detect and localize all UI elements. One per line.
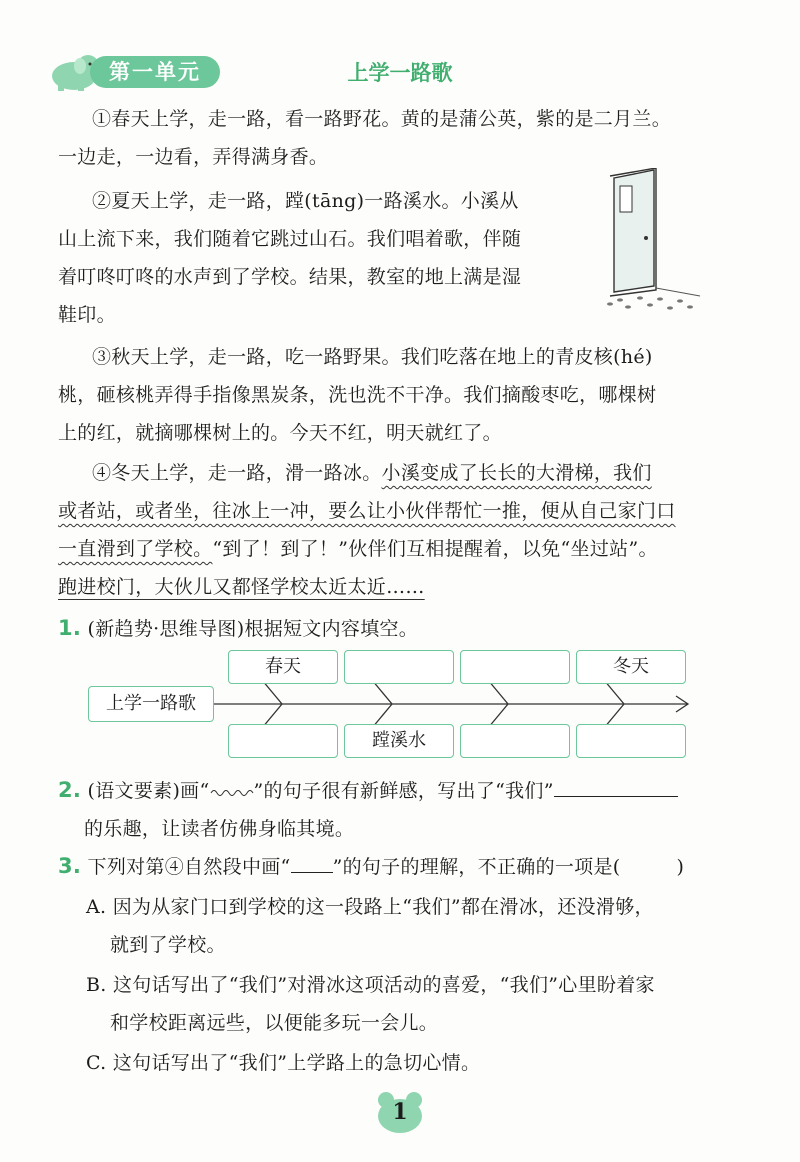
mind-map-box[interactable]: 蹚溪水 bbox=[344, 724, 454, 758]
straight-underlined-text: 跑进校门，大伙儿又都怪学校太近太近…… bbox=[58, 576, 425, 598]
plain-text: ④冬天上学，走一路，滑一路冰。 bbox=[92, 462, 382, 484]
passage-line: ①春天上学，走一路，看一路野花。黄的是蒲公英，紫的是二月兰。 bbox=[92, 108, 672, 130]
wavy-line-icon bbox=[210, 783, 254, 797]
passage-line bbox=[58, 572, 425, 599]
question-text: 的乐趣，让读者仿佛身临其境。 bbox=[84, 818, 355, 840]
straight-line-icon bbox=[291, 858, 333, 873]
question-text: ”的句子的理解，不正确的一项是( bbox=[332, 856, 621, 878]
answer-blank[interactable] bbox=[554, 778, 678, 797]
passage-line bbox=[92, 458, 652, 485]
option-c[interactable]: C. 这句话写出了“我们”上学路上的急切心情。 bbox=[86, 1052, 481, 1074]
mind-map-box[interactable]: 春天 bbox=[228, 650, 338, 684]
mind-map-box[interactable]: 冬天 bbox=[576, 650, 686, 684]
mind-map-box[interactable] bbox=[460, 650, 570, 684]
option-a[interactable]: A. 因为从家门口到学校的这一段路上“我们”都在滑冰，还没滑够， bbox=[86, 896, 654, 918]
plain-text: “到了！到了！”伙伴们互相提醒着，以免“坐过站”。 bbox=[212, 538, 658, 560]
question-number: 1. bbox=[58, 616, 82, 640]
passage-line: 上的红，就摘哪棵树上的。今天不红，明天就红了。 bbox=[58, 422, 502, 444]
question-text: (新趋势·思维导图)根据短文内容填空。 bbox=[87, 618, 419, 640]
passage-line: ②夏天上学，走一路，蹚(tāng)一路溪水。小溪从 bbox=[92, 190, 519, 212]
page-title: 上学一路歌 bbox=[347, 61, 453, 85]
mind-map-box[interactable] bbox=[576, 724, 686, 758]
passage-line bbox=[58, 496, 676, 523]
passage-line: 桃，砸核桃弄得手指像黑炭条，洗也洗不干净。我们摘酸枣吃，哪棵树 bbox=[58, 384, 657, 406]
mind-map-box[interactable] bbox=[228, 724, 338, 758]
option-b-continued: 和学校距离远些，以便能多玩一会儿。 bbox=[110, 1012, 439, 1034]
passage-line: 着叮咚叮咚的水声到了学校。结果，教室的地上满是湿 bbox=[58, 266, 522, 288]
page-number: 1 bbox=[392, 1099, 408, 1125]
question-3 bbox=[58, 852, 684, 879]
question-text: (语文要素)画“ bbox=[87, 780, 210, 802]
passage-line: 山上流下来，我们随着它跳过山石。我们唱着歌，伴随 bbox=[58, 228, 522, 250]
classroom-door-illustration bbox=[596, 168, 706, 314]
mind-map-box[interactable] bbox=[460, 724, 570, 758]
passage-line: 一边走，一边看，弄得满身香。 bbox=[58, 146, 329, 168]
passage-line bbox=[58, 534, 658, 561]
question-text: 下列对第④自然段中画“ bbox=[87, 856, 291, 878]
question-number: 3. bbox=[58, 854, 82, 878]
passage-line: 鞋印。 bbox=[58, 304, 116, 326]
unit-label: 第一单元 bbox=[90, 56, 220, 88]
question-2 bbox=[58, 776, 678, 803]
mind-map-box[interactable] bbox=[344, 650, 454, 684]
option-a-continued: 就到了学校。 bbox=[110, 934, 226, 956]
wavy-underlined-text: 一直滑到了学校。 bbox=[58, 538, 213, 560]
question-1 bbox=[58, 614, 418, 641]
question-2-continued bbox=[58, 814, 354, 841]
wavy-underlined-text: 或者站，或者坐，往冰上一冲，要么让小伙伴帮忙一推，便从自己家门口 bbox=[58, 500, 676, 522]
option-b[interactable]: B. 这句话写出了“我们”对滑冰这项活动的喜爱，“我们”心里盼着家 bbox=[86, 974, 655, 996]
question-text: ) bbox=[676, 856, 685, 878]
wavy-underlined-text: 小溪变成了长长的大滑梯，我们 bbox=[381, 462, 652, 484]
passage-line: ③秋天上学，走一路，吃一路野果。我们吃落在地上的青皮核(hé) bbox=[92, 346, 653, 368]
question-number: 2. bbox=[58, 778, 82, 802]
mind-map-root: 上学一路歌 bbox=[88, 686, 214, 722]
question-text: ”的句子很有新鲜感，写出了“我们” bbox=[253, 780, 554, 802]
